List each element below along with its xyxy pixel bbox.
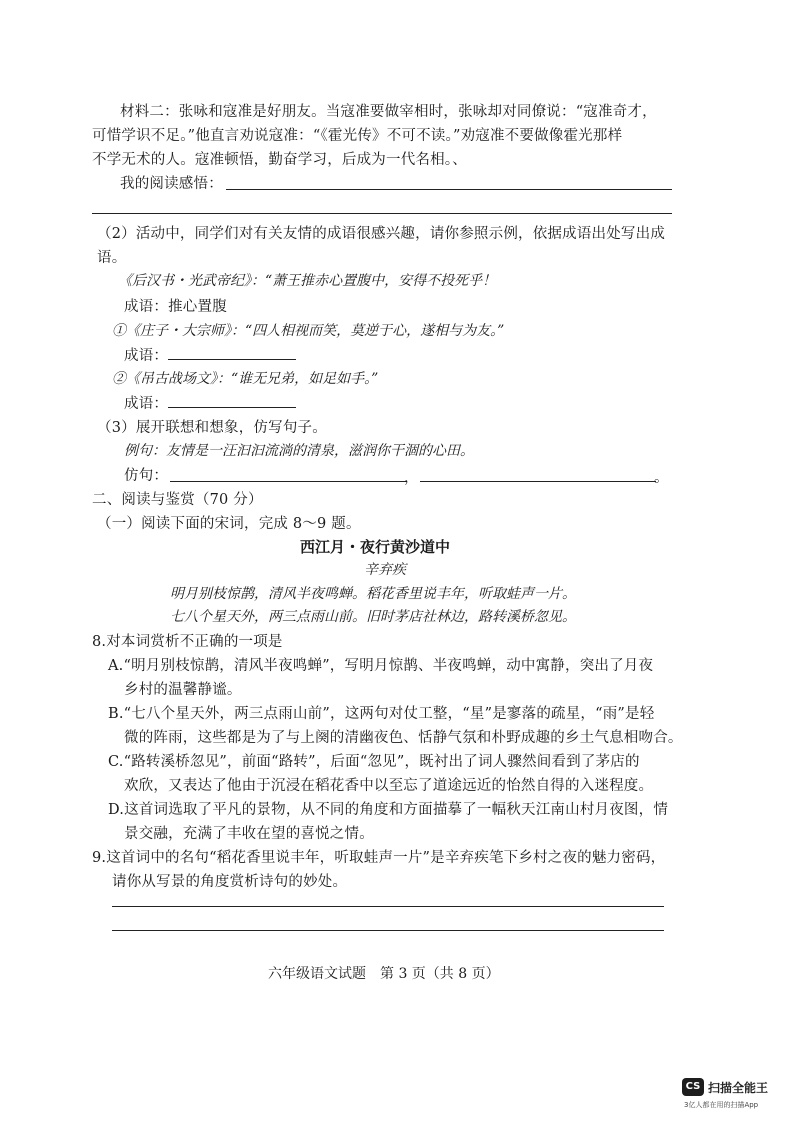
q8-option-b-line2: 微的阵雨，这些都是为了与上阕的清幽夜色、恬静气氛和朴野成趣的乡土气息相吻合。 [124, 730, 683, 746]
q8-option-c-line2: 欢欣，又表达了他由于沉浸在稻花香中以至忘了道途远近的怡然自得的入迷程度。 [124, 778, 654, 794]
q8-option-d-line1: D.这首词选取了平凡的景物，从不同的角度和方面描摹了一幅秋天江南山村月夜图，情 [108, 802, 669, 818]
q3-imitate-label: 仿句： [124, 468, 169, 484]
reflection-answer-line-1[interactable] [226, 189, 672, 190]
material2-line2: 可惜学识不足。”他直言劝说寇准：“《霍光传》不可不读。”劝寇准不要做像霍光那样 [92, 128, 623, 144]
q9-line1: 9.这首词中的名句“稻花香里说丰年，听取蛙声一片”是辛弃疾笔下乡村之夜的魅力密码， [92, 850, 666, 866]
q8-option-d-line2: 景交融，充满了丰收在望的喜悦之情。 [124, 826, 374, 842]
material2-line1: 材料二：张咏和寇准是好朋友。当寇准要做宰相时，张咏却对同僚说：“寇准奇才， [120, 104, 657, 120]
page-footer: 六年级语文试题 第 3 页（共 8 页） [268, 966, 500, 982]
q2-item2-label: 成语： [124, 396, 169, 412]
watermark-name: 扫描全能王 [708, 1081, 769, 1095]
q3-comma: ， [404, 470, 419, 486]
q2-item2-source: ②《吊古战场文》：“谁无兄弟，如足如手。” [112, 371, 379, 387]
q9-line2: 请你从写景的角度赏析诗句的妙处。 [112, 874, 348, 890]
poem-line1: 明月别枝惊鹊，清风半夜鸣蝉。稻花香里说丰年，听取蛙声一片。 [170, 586, 576, 602]
reflection-label: 我的阅读感悟： [120, 176, 223, 192]
watermark-subtitle: 3亿人都在用的扫描App [684, 1101, 759, 1109]
q2-example-source: 《后汉书・光武帝纪》：“萧王推赤心置腹中，安得不投死乎！ [118, 273, 497, 289]
q3-imitate-line-2[interactable] [420, 481, 656, 482]
q9-answer-line-2[interactable] [112, 930, 664, 931]
poem-line2: 七八个星天外，两三点雨山前。旧时茅店社林边，路转溪桥忽见。 [170, 609, 576, 625]
poem-title: 西江月・夜行黄沙道中 [300, 538, 451, 556]
q3-period: 。 [654, 470, 669, 486]
q8-option-c-line1: C.“路转溪桥忽见”，前面“路转”，后面“忽见”，既衬出了词人骤然间看到了茅店的 [108, 754, 640, 770]
q3-example: 例句：友情是一汪汩汩流淌的清泉，滋润你干涸的心田。 [124, 443, 474, 459]
q9-answer-line-1[interactable] [112, 906, 664, 907]
reflection-answer-line-2[interactable] [92, 213, 672, 214]
q3-title: （3）展开联想和想象，仿写句子。 [97, 420, 327, 436]
q2-item1-answer-line[interactable] [168, 359, 296, 360]
q2-line2: 语。 [97, 250, 127, 266]
section2-title: 二、阅读与鉴赏（70 分） [92, 492, 263, 508]
q3-imitate-line-1[interactable] [170, 481, 406, 482]
section2-sub1: （一）阅读下面的宋词，完成 8～9 题。 [97, 516, 361, 532]
camscanner-logo-icon: CS [682, 1078, 704, 1096]
poem-author: 辛弃疾 [364, 562, 406, 578]
q8-stem: 8.对本词赏析不正确的一项是 [92, 634, 283, 650]
q2-item1-source: ①《庄子・大宗师》：“四人相视而笑，莫逆于心，遂相与为友。” [112, 323, 505, 339]
q8-option-a-line1: A.“明月别枝惊鹊，清风半夜鸣蝉”，写明月惊鹊、半夜鸣蝉，动中寓静，突出了月夜 [108, 658, 654, 674]
q8-option-b-line1: B.“七八个星天外，两三点雨山前”，这两句对仗工整，“星”是寥落的疏星，“雨”是轻 [108, 706, 655, 722]
q8-option-a-line2: 乡村的温馨静谧。 [124, 682, 242, 698]
material2-line3: 不学无术的人。寇准顿悟，勤奋学习，后成为一代名相。、 [92, 152, 467, 168]
q2-item2-answer-line[interactable] [168, 407, 296, 408]
q2-example-answer: 成语：推心置腹 [124, 299, 227, 315]
q2-item1-label: 成语： [124, 348, 169, 364]
q2-line1: （2）活动中，同学们对有关友情的成语很感兴趣，请你参照示例，依据成语出处写出成 [97, 226, 666, 242]
